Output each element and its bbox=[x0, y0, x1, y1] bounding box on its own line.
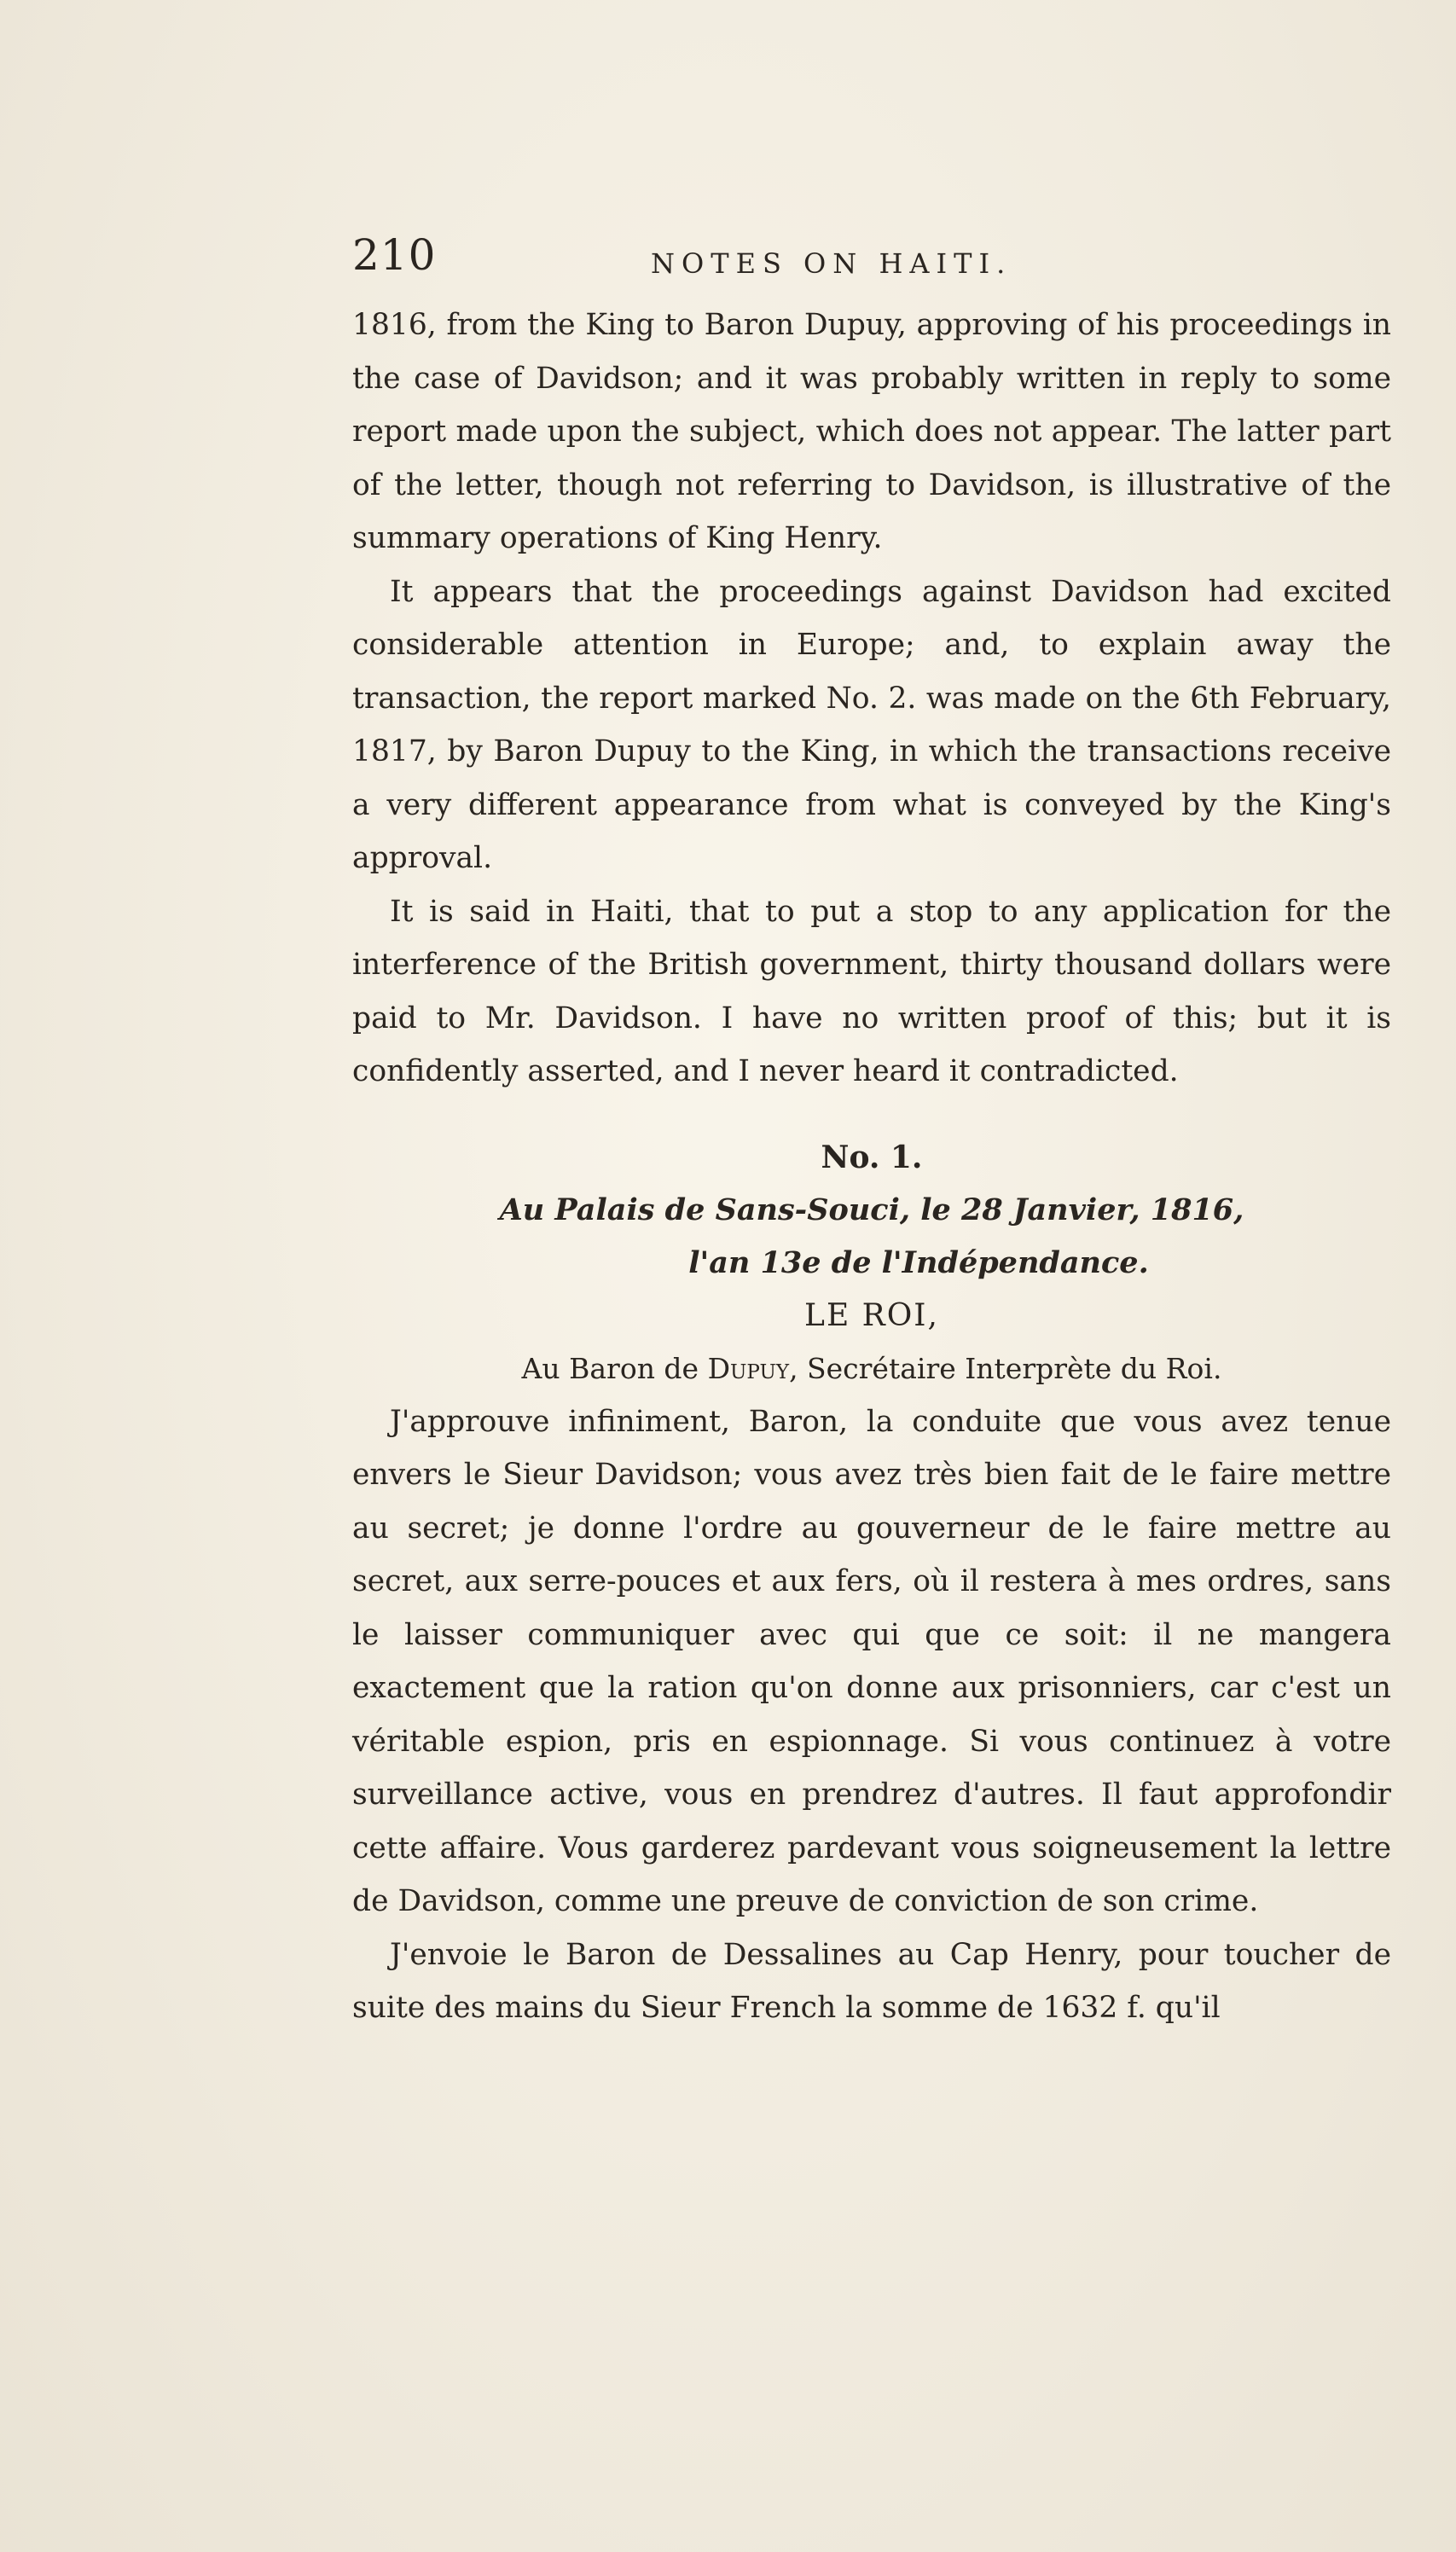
letter-paragraph-approval: J'approuve infiniment, Baron, la conduite que vous avez tenue envers le Sieur Davidson; vous avez très bien fait de le faire mettre au secret; je donne l'ordre au gouverneur de le faire mettre au secret, aux serre-pouces et aux fers, où il restera à mes ordres, sans le laisser communiquer avec qui que ce soit: il ne mangera exactement que la ration qu'on donne aux prisonniers, car c'est un véritable espion, pris en espionnage. Si vous continuez à votre surveillance active, vous en prendrez d'autres. Il faut approfondir cette affaire. Vous garderez pardevant vous soigneusement la lettre de Davidson, comme une preuve de conviction de son crime. bbox=[352, 1404, 1391, 1918]
paragraph-proceedings: It appears that the proceedings against Davidson had excited considerable attention in Europe; and, to explain away the transaction, the report marked No. 2. was made on the 6th February, 1817, by Baron Dupuy to the King, in which the transactions receive a very different appearance from what is conveyed by the King's approval. bbox=[352, 574, 1391, 875]
running-head bbox=[352, 230, 1391, 299]
letter-addressee bbox=[352, 1343, 1391, 1395]
addressee-name: Dupuy bbox=[707, 1351, 790, 1385]
addressee-prefix: Au Baron de bbox=[521, 1351, 708, 1385]
page-number: 210 bbox=[352, 230, 437, 280]
paragraph-continuation: 1816, from the King to Baron Dupuy, approving of his proceedings in the case of Davidson; and it was probably written in reply to some report made upon the subject, which does not appear. The latter part of the letter, though not referring to Davidson, is illustrative of the summary operations of King Henry. bbox=[352, 308, 1391, 555]
addressee-suffix: , Secrétaire Interprète du Roi. bbox=[789, 1351, 1222, 1385]
dateline-line-2: l'an 13e de l'Indépendance. bbox=[688, 1244, 1149, 1280]
running-title: NOTES ON HAITI. bbox=[651, 247, 1012, 280]
document-heading: No. 1. bbox=[821, 1139, 923, 1175]
letter-paragraph-dessalines: J'envoie le Baron de Dessalines au Cap Henry, pour toucher de suite des mains du Sieur French la somme de 1632 f. qu'il bbox=[352, 1937, 1391, 2025]
page-content bbox=[352, 230, 1391, 2035]
letter-sender: LE ROI, bbox=[804, 1297, 939, 1333]
dateline-line-1: Au Palais de Sans-Souci, le 28 Janvier, 1816, bbox=[499, 1192, 1244, 1227]
paragraph-payment: It is said in Haiti, that to put a stop to any application for the interference of the British government, thirty thousand dollars were paid to Mr. Davidson. I have no written proof of this; but it is confidently asserted, and I never heard it contradicted. bbox=[352, 894, 1391, 1088]
